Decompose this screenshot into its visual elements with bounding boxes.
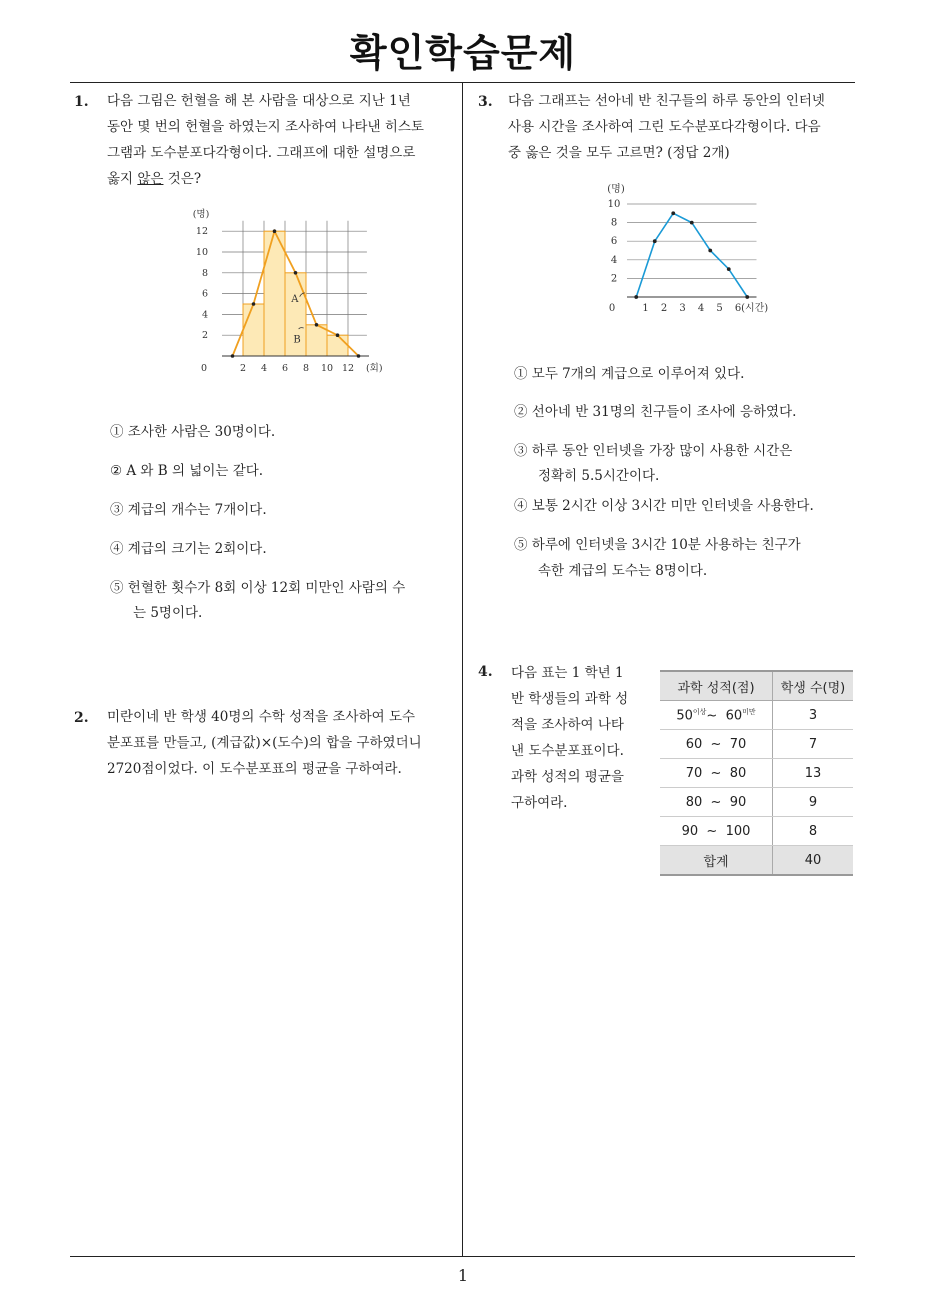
- x-tick-label: 1: [642, 303, 649, 314]
- data-point: [273, 229, 277, 233]
- y-tick-label: 2: [610, 273, 618, 285]
- table-total-label: 합계: [660, 846, 773, 876]
- question-4-text: [511, 660, 656, 816]
- histogram-bar: [243, 304, 264, 356]
- table-cell-count: 7: [773, 730, 854, 759]
- question-3-text: [508, 88, 858, 166]
- question-4-number: 4.: [478, 664, 493, 680]
- table-row: [660, 759, 853, 788]
- y-axis-label: (명): [607, 184, 625, 195]
- question-1-line: 그램과 도수분포다각형이다. 그래프에 대한 설명으로: [107, 145, 416, 161]
- data-point: [315, 323, 319, 327]
- table-cell-count: 9: [773, 788, 854, 817]
- y-tick-label: 4: [201, 309, 208, 321]
- data-point: [653, 239, 657, 243]
- x-axis-label: (회): [365, 363, 383, 374]
- label-a: A: [291, 293, 299, 305]
- y-axis-label: (명): [192, 209, 210, 220]
- question-1-option-5: ⑤ 헌혈한 횟수가 8회 이상 12회 미만인 사람의 수: [110, 580, 406, 596]
- table-cell-range: 60 ~ 70: [660, 730, 773, 759]
- bottom-rule: [70, 1256, 855, 1257]
- x-tick-label: 2: [660, 303, 668, 314]
- table-cell-count: 13: [773, 759, 854, 788]
- question-3-option-5: ⑤ 하루에 인터넷을 3시간 10분 사용하는 친구가: [514, 537, 801, 553]
- question-1-option-2: ② A 와 B 의 넓이는 같다.: [110, 463, 264, 479]
- y-tick-label: 6: [201, 288, 208, 300]
- range-low-suffix: 이상: [692, 707, 707, 716]
- table-row: [660, 730, 853, 759]
- table-header-cell: 과학 성적(점): [660, 671, 773, 701]
- histogram-bar: [264, 231, 285, 356]
- question-3-option-2: ② 선아네 반 31명의 친구들이 조사에 응하였다.: [514, 404, 797, 420]
- question-2-text: [107, 704, 457, 782]
- table-row: [660, 788, 853, 817]
- data-point: [745, 295, 749, 299]
- question-4-line: 과학 성적의 평균을: [511, 769, 624, 785]
- page-number: 1: [457, 1266, 469, 1285]
- data-point: [357, 354, 361, 358]
- table-cell-range: 70 ~ 80: [660, 759, 773, 788]
- question-1-text: [107, 88, 457, 192]
- question-3-line: 다음 그래프는 선아네 반 친구들의 하루 동안의 인터넷: [508, 93, 825, 109]
- x-tick-label: 10: [320, 363, 334, 374]
- data-point: [231, 354, 235, 358]
- range-high: 60: [725, 708, 743, 724]
- question-3-option-3: ③ 하루 동안 인터넷을 가장 많이 사용한 시간은: [514, 443, 793, 459]
- y-tick-label: 2: [201, 330, 208, 342]
- question-1-histogram-chart: [185, 200, 383, 380]
- x-tick-label: 6: [734, 303, 742, 314]
- question-3-polygon-chart: [590, 180, 790, 320]
- y-tick-label: 10: [607, 199, 621, 210]
- data-point: [336, 333, 340, 337]
- question-3-option-1: ① 모두 7개의 계급으로 이루어져 있다.: [514, 366, 745, 382]
- question-4-line: 적을 조사하여 나타: [511, 717, 624, 733]
- y-tick-label: 8: [201, 267, 208, 279]
- question-2-number: 2.: [74, 710, 89, 726]
- table-header-row: [660, 671, 853, 701]
- question-1-line-part: 것은?: [163, 171, 202, 187]
- x-tick-label: 6: [281, 363, 289, 374]
- column-divider: [462, 83, 463, 1256]
- question-4-line: 다음 표는 1 학년 1: [511, 665, 624, 681]
- table-cell-count: 8: [773, 817, 854, 846]
- question-3-option-4: ④ 보통 2시간 이상 3시간 미만 인터넷을 사용한다.: [514, 498, 814, 514]
- question-3-option-3-continued: 정확히 5.5시간이다.: [538, 468, 660, 484]
- question-1-number: 1.: [74, 94, 89, 110]
- table-total-row: [660, 846, 853, 876]
- question-4-line: 구하여라.: [511, 795, 568, 811]
- question-3-option-5-continued: 속한 계급의 도수는 8명이다.: [538, 563, 708, 579]
- question-2-line: 2720점이었다. 이 도수분포표의 평균을 구하여라.: [107, 761, 402, 777]
- data-point: [690, 221, 694, 225]
- question-1-underlined-word: 않은: [137, 171, 164, 187]
- data-point: [294, 271, 298, 275]
- range-low: 50: [676, 708, 693, 724]
- x-tick-label: 8: [302, 363, 310, 374]
- x-tick-label: 2: [239, 363, 247, 374]
- y-tick-label: 6: [610, 236, 618, 248]
- table-cell-range: 80 ~ 90: [660, 788, 773, 817]
- page-title: 확인학습문제: [349, 31, 577, 75]
- table-cell-range: [660, 701, 773, 730]
- origin-label: 0: [200, 363, 208, 374]
- x-tick-label: 4: [697, 303, 705, 314]
- y-tick-label: 12: [195, 226, 208, 238]
- x-tick-label: 12: [341, 363, 355, 374]
- histogram-bar: [306, 325, 327, 356]
- x-axis-label: (시간): [741, 303, 769, 314]
- table-row: [660, 701, 853, 730]
- y-tick-label: 4: [610, 254, 618, 266]
- question-1-line: [107, 166, 457, 192]
- data-point: [727, 267, 731, 271]
- data-point: [708, 249, 712, 253]
- x-tick-label: 5: [716, 303, 723, 314]
- question-1-option-5-continued: 는 5명이다.: [133, 605, 203, 621]
- question-1-line: 다음 그림은 헌혈을 해 본 사람을 대상으로 지난 1년: [107, 93, 411, 109]
- question-1-option-3: ③ 계급의 개수는 7개이다.: [110, 502, 267, 518]
- y-tick-label: 10: [195, 247, 208, 258]
- data-point: [634, 295, 638, 299]
- question-3-number: 3.: [478, 94, 493, 110]
- question-3-line: 중 옳은 것을 모두 고르면? (정답 2개): [508, 145, 730, 161]
- question-1-line: 동안 몇 번의 헌혈을 하였는지 조사하여 나타낸 히스토: [107, 119, 424, 135]
- x-tick-label: 4: [260, 363, 268, 374]
- x-tick-label: 3: [679, 303, 686, 314]
- question-3-line: 사용 시간을 조사하여 그린 도수분포다각형이다. 다음: [508, 119, 821, 135]
- table-row: [660, 817, 853, 846]
- origin-label: 0: [608, 303, 616, 314]
- data-point: [252, 302, 256, 306]
- question-1-line-part: 옳지: [107, 171, 138, 187]
- frequency-polygon: [636, 213, 747, 297]
- question-2-line: 미란이네 반 학생 40명의 수학 성적을 조사하여 도수: [107, 709, 416, 725]
- table-cell-count: 3: [773, 701, 854, 730]
- question-2-line: 분포표를 만들고, (계급값)×(도수)의 합을 구하였더니: [107, 735, 422, 751]
- range-tilde: ~: [706, 708, 718, 724]
- question-4-line: 반 학생들의 과학 성: [511, 691, 629, 707]
- question-1-option-1: ① 조사한 사람은 30명이다.: [110, 424, 276, 440]
- label-b: B: [293, 334, 301, 346]
- histogram-bar: [327, 335, 348, 356]
- question-4-line: 낸 도수분포표이다.: [511, 743, 624, 759]
- table-total-value: 40: [773, 846, 854, 876]
- y-tick-label: 8: [610, 217, 618, 229]
- question-1-option-4: ④ 계급의 크기는 2회이다.: [110, 541, 267, 557]
- data-point: [671, 211, 675, 215]
- table-header-cell: 학생 수(명): [773, 671, 854, 701]
- table-cell-range: 90 ~ 100: [660, 817, 773, 846]
- frequency-table: [660, 670, 853, 876]
- range-high-suffix: 미만: [742, 707, 756, 716]
